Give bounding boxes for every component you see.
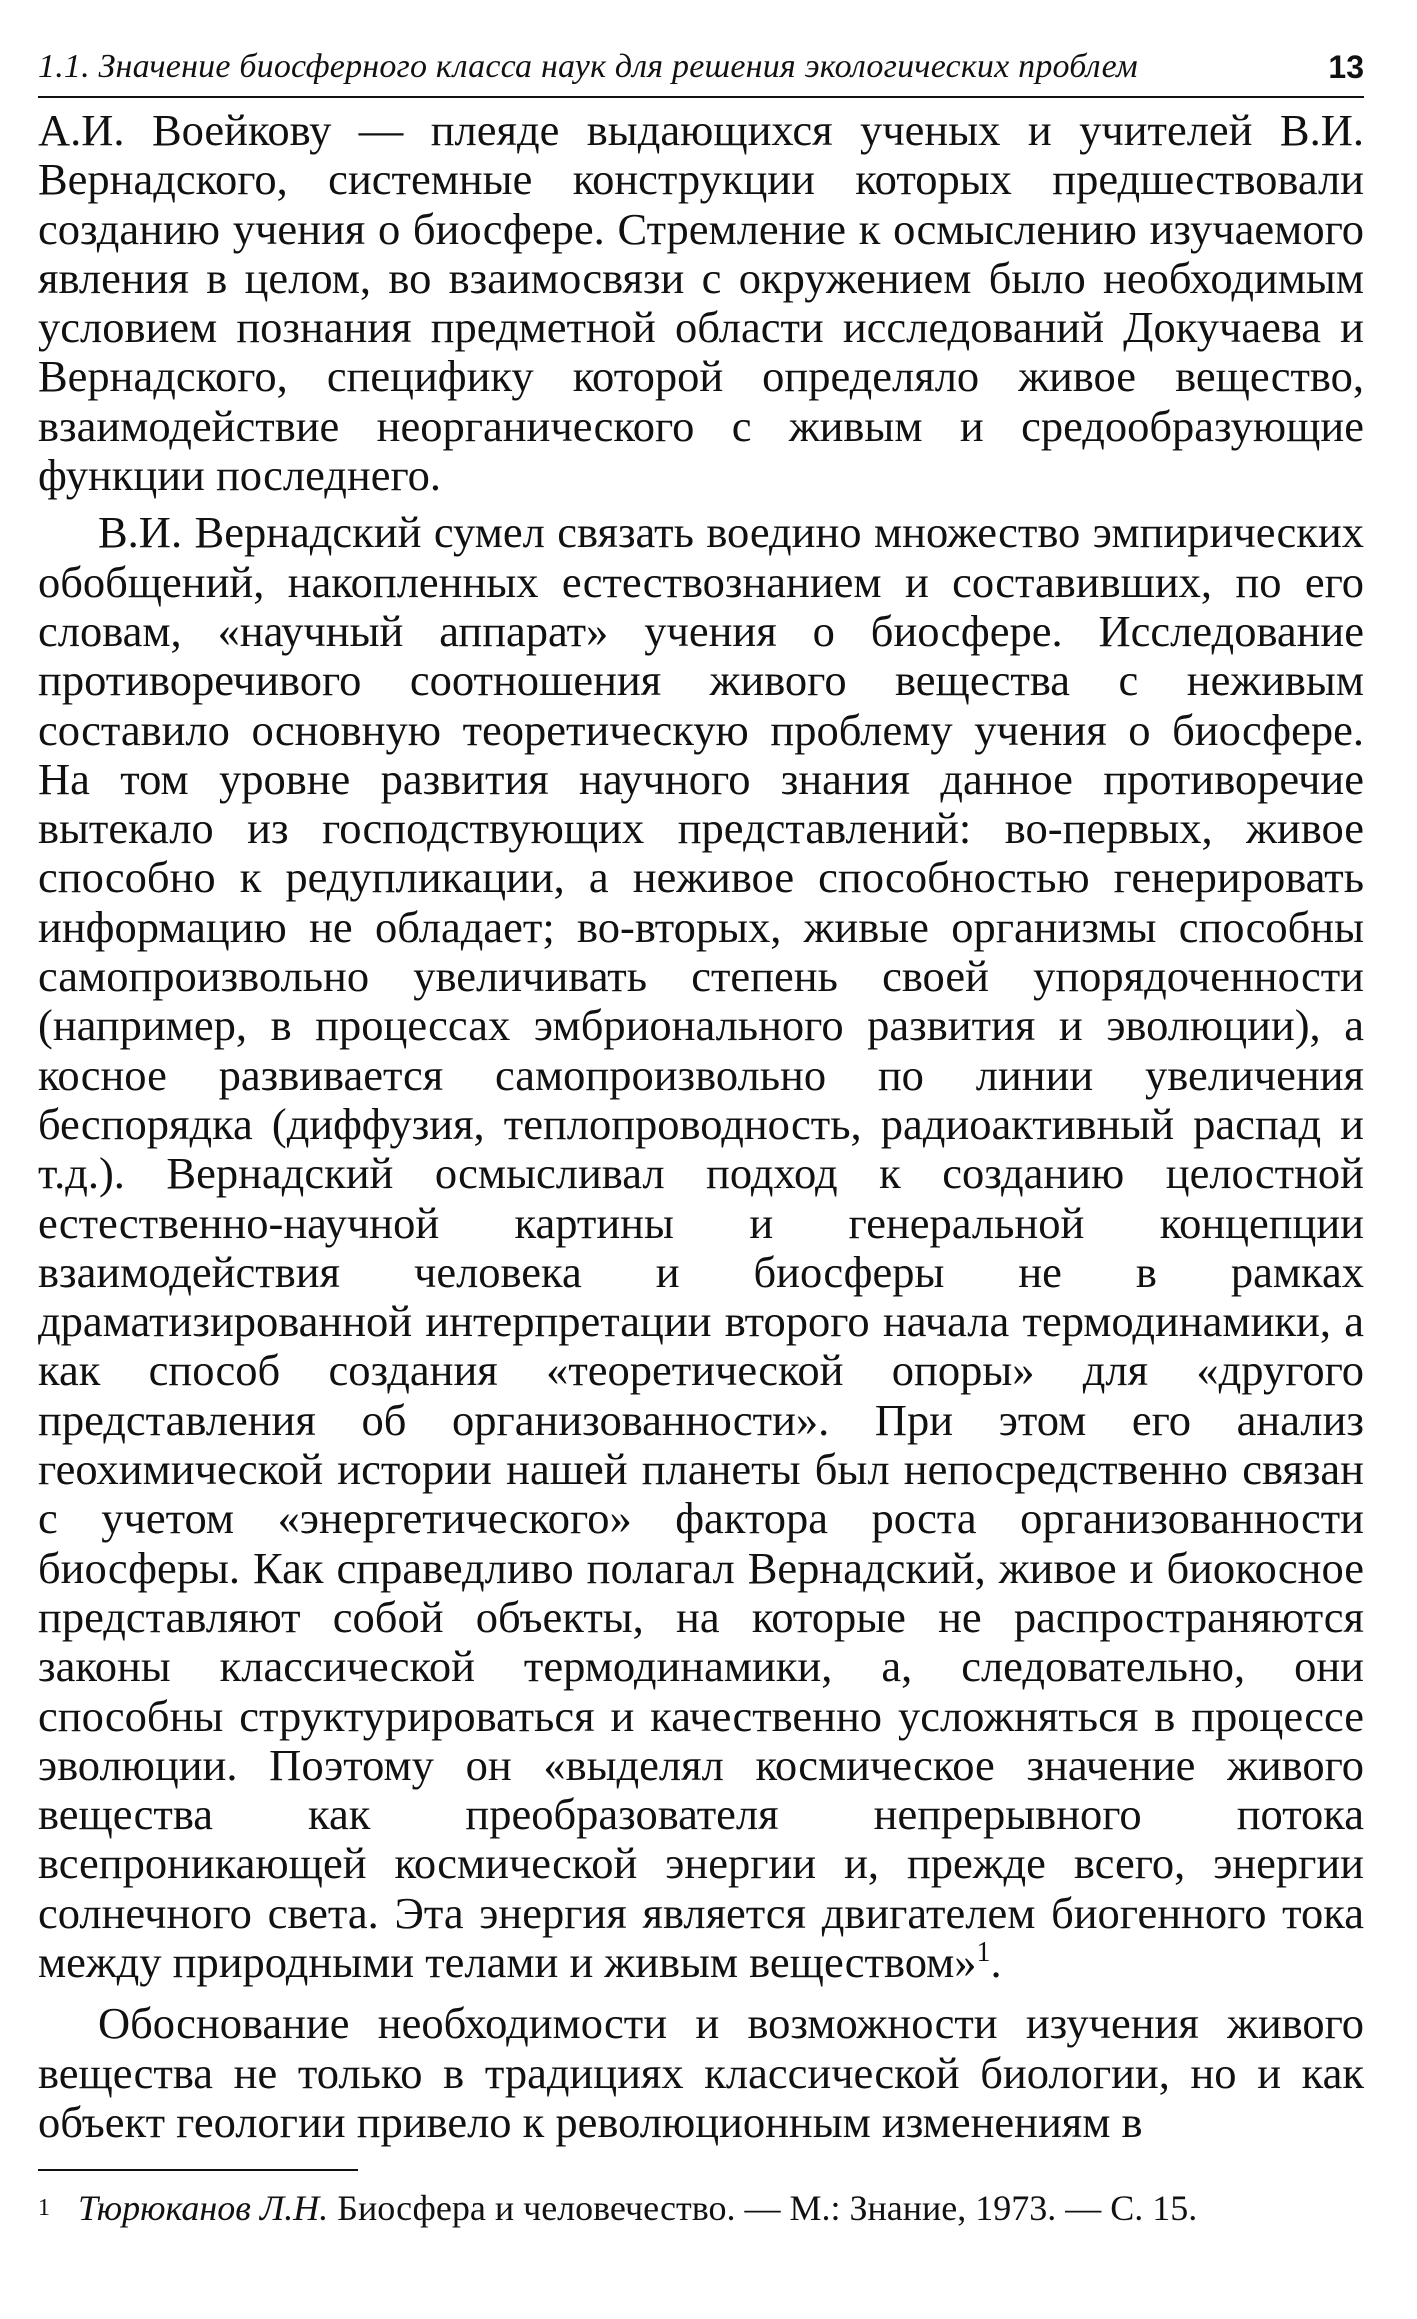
page-number: 13	[1328, 49, 1364, 85]
paragraph	[38, 106, 1364, 500]
footnote-text: Биосфера и человечество. — М.: Знание, 1973. — С. 15.	[337, 2188, 1198, 2229]
paragraph	[38, 1999, 1364, 2147]
footnote	[38, 2187, 1364, 2229]
footnote-reference: 1	[976, 1937, 991, 1969]
running-header-title: 1.1. Значение биосферного класса наук для решения экологических проблем	[38, 48, 1138, 85]
footnote-mark: 1	[38, 2195, 50, 2222]
paragraph-text: В.И. Вернадский сумел связать воедино множество эмпирических обобщений, накопленных естествознанием и составивших, по его словам, «научный аппарат» учения о биосфере. Исследование противоречивого соотношения живого вещества с неживым составило основную теоретическую проблему учения о биосфере. На том уровне развития научного знания данное противоречие вытекало из господствующих представлений: во-первых, живое способно к редупликации, а неживое способностью генерировать информацию не обладает; во-вторых, живые организмы способны самопроизвольно увеличивать степень своей упорядоченности (например, в процессах эмбрионального развития и эволюции), а косное развивается самопроизвольно по линии увеличения беспорядка (диффузия, теплопроводность, радиоактивный распад и т.д.). Вернадский осмысливал подход к созданию целостной естественно-научной картины и генеральной концепции взаимодействия человека и биосферы не в рамках драматизированной интерпретации второго начала термодинамики, а как способ создания «теоретической опоры» для «другого представления об организованности». При этом его анализ геохимической истории нашей планеты был непосредственно связан с учетом «энергетического» фактора роста организованности биосферы. Как справедливо полагал Вернадский, живое и биокосное представляют собой объекты, на которые не распространяются законы классической термодинамики, а, следовательно, они способны структурироваться и качественно усложняться в процессе эволюции. Поэтому он «выделял космическое значение живого вещества как преобразователя непрерывного потока всепроникающей космической энергии и, прежде всего, энергии солнечного света. Эта энергия является двигателем биогенного тока между природными телами и живым веществом»	[38, 507, 1364, 1987]
paragraph-text: Обоснование необходимости и возможности изучения живого вещества не только в традициях классической биологии, но и как объект геологии привело к революционным изменениям в	[38, 1998, 1364, 2147]
body-text	[38, 106, 1364, 2147]
running-header	[38, 48, 1364, 98]
paragraph-text: А.И. Воейкову — плеяде выдающихся ученых и учителей В.И. Вернадского, системные конструкции которых предшествовали созданию учения о биосфере. Стремление к осмыслению изучаемого явления в целом, во взаимосвязи с окружением было необходимым условием познания предметной области исследований Докучаева и Вернадского, специфику которой определяло живое вещество, взаимодействие неорганического с живым и средообразующие функции последнего.	[38, 105, 1364, 501]
footnote-body	[78, 2187, 1197, 2229]
page	[38, 48, 1364, 2229]
footnote-divider	[38, 2169, 358, 2171]
footnote-author: Тюрюканов Л.Н.	[78, 2188, 329, 2229]
paragraph: В.И. Вернадский сумел связать воедино множество эмпирических обобщений, накопленных естествознанием и составивших, по его словам, «научный аппарат» учения о биосфере. Исследование противоречивого соотношения живого вещества с неживым составило основную теоретическую проблему учения о биосфере. На том уровне развития научного знания данное противоречие вытекало из господствующих представлений: во-первых, живое способно к редупликации, а неживое способностью генерировать информацию не обладает; во-вторых, живые организмы способны самопроизвольно увеличивать степень своей упорядоченности (например, в процессах эмбрионального развития и эволюции), а косное развивается самопроизвольно по линии увеличения беспорядка (диффузия, теплопроводность, радиоактивный распад и т.д.). Вернадский осмысливал подход к созданию целостной естественно-научной картины и генеральной концепции взаимодействия человека и биосферы не в рамках драматизированной интерпретации второго начала термодинамики, а как способ создания «теоретической опоры» для «другого представления об организованности». При этом его анализ геохимической истории нашей планеты был непосредственно связан с учетом «энергетического» фактора роста организованности биосферы. Как справедливо полагал Вернадский, живое и биокосное представляют собой объекты, на которые не распространяются законы классической термодинамики, а, следовательно, они способны структурироваться и качественно усложняться в процессе эволюции. Поэтому он «выделял космическое значение живого вещества как преобразователя непрерывного потока всепроникающей космической энергии и, прежде всего, энергии солнечного света. Эта энергия является двигателем биогенного тока между природными телами и живым веществом»$^1$.	[38, 507, 1364, 1987]
